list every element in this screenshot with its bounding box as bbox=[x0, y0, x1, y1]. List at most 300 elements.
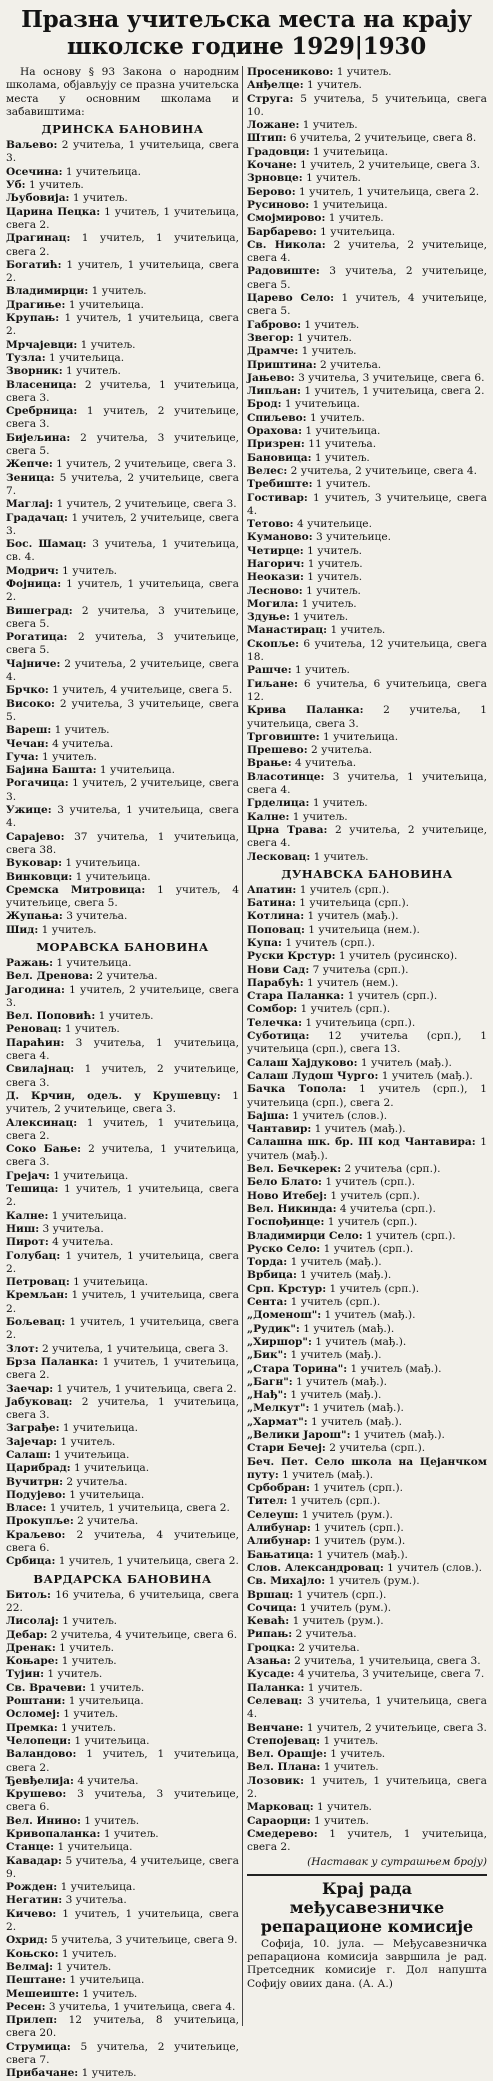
vacancy-entry bbox=[247, 1429, 487, 1442]
place-name: Уб: bbox=[6, 179, 26, 192]
place-name: Негатин: bbox=[6, 1894, 63, 1907]
vacancy-entry bbox=[6, 1515, 239, 1528]
place-name: Вишеград: bbox=[6, 604, 73, 617]
right-column bbox=[247, 66, 487, 2026]
vacancy-entry bbox=[247, 757, 487, 770]
vacancy-count: 4 учитеља. bbox=[48, 1236, 114, 1249]
vacancy-entry bbox=[6, 698, 239, 725]
vacancy-count: 1 учитељ, 2 учитељице, свега 3. bbox=[6, 1089, 240, 1116]
vacancy-count: 1 учитељ. bbox=[303, 544, 362, 557]
place-name: Брод: bbox=[247, 398, 282, 411]
vacancy-entry bbox=[247, 744, 487, 757]
place-name: Котлина: bbox=[247, 910, 305, 923]
vacancy-count: 1 учитељ. bbox=[289, 810, 348, 823]
place-name: Смојмирово: bbox=[247, 212, 326, 225]
vacancy-entry bbox=[247, 731, 487, 744]
vacancy-count: 1 учитељ. bbox=[289, 611, 349, 624]
vacancy-count: 1 учитељ (срп.). bbox=[324, 1216, 418, 1229]
vacancy-count: 1 учитељ, 1 учитељица, свега 2. bbox=[6, 1116, 239, 1142]
vacancy-count: 1 учитељ, 4 учитељице, свега 5. bbox=[48, 684, 233, 697]
vacancy-entry bbox=[6, 1555, 239, 1568]
vacancy-entry bbox=[247, 1230, 487, 1243]
place-name: Куманово: bbox=[247, 531, 313, 544]
vacancy-entry bbox=[6, 724, 239, 737]
place-name: Могила: bbox=[247, 597, 299, 610]
vacancy-entry bbox=[6, 1974, 239, 1987]
place-name: Берово: bbox=[247, 185, 296, 198]
place-name: Жепче: bbox=[6, 458, 53, 471]
vacancy-count: 2 учитеља. bbox=[93, 970, 158, 983]
vacancy-count: 1 учитељ. bbox=[58, 1655, 117, 1668]
vacancy-count: 1 учитељ. bbox=[293, 331, 352, 344]
vacancy-count: 1 учитељ (мађ.). bbox=[311, 1123, 406, 1136]
place-name: Суботица: bbox=[247, 1030, 310, 1043]
vacancy-count: 16 учитеља, 6 учитељица, свега 22. bbox=[6, 1588, 239, 1614]
vacancy-count: 1 учитељ. bbox=[302, 584, 361, 597]
vacancy-entry bbox=[6, 1063, 239, 1090]
vacancy-entry bbox=[247, 385, 487, 398]
vacancy-entry bbox=[6, 1908, 239, 1935]
vacancy-count: 1 учитељ, 1 учитељица, свега 2. bbox=[6, 1316, 239, 1342]
vacancy-count: 2 учитеља, 2 учитељице, свега 4. bbox=[247, 823, 487, 850]
place-name: Руски Крстур: bbox=[247, 950, 336, 963]
place-name: Нови Сад: bbox=[247, 963, 310, 976]
vacancy-entry bbox=[6, 1117, 239, 1144]
place-name: Петровац: bbox=[6, 1276, 70, 1289]
place-name: Гиљане: bbox=[247, 677, 298, 690]
vacancy-entry bbox=[6, 1748, 239, 1775]
place-name: Подујево: bbox=[6, 1488, 66, 1501]
place-name: Вршац: bbox=[247, 1588, 294, 1601]
place-name: Власеница: bbox=[6, 378, 77, 391]
place-name: Слов. Александровац: bbox=[247, 1561, 384, 1574]
vacancy-entry bbox=[247, 977, 487, 990]
vacancy-entry bbox=[6, 1143, 239, 1170]
vacancy-entry bbox=[247, 1628, 487, 1641]
place-name: Кусаде: bbox=[247, 1668, 295, 1681]
vacancy-count: 6 учитеља, 12 учитељица, свега 18. bbox=[247, 637, 487, 664]
vacancy-count: 1 учитељ, 1 учитељица, свега 2. bbox=[46, 1502, 230, 1515]
place-name: Ђевђелија: bbox=[6, 1774, 74, 1787]
vacancy-count: 2 учитеља, 3 учитељице, свега 5. bbox=[6, 697, 239, 723]
vacancy-count: 1 учитељица. bbox=[71, 1734, 150, 1747]
place-name: „Стара Торина": bbox=[247, 1362, 348, 1375]
vacancy-count: 1 учитељица. bbox=[65, 1695, 144, 1708]
place-name: Чајниче: bbox=[6, 657, 61, 670]
vacancy-count: 3 учитеља. bbox=[39, 1222, 104, 1235]
vacancy-entry bbox=[247, 1003, 487, 1016]
vacancy-count: 1 учитељ, 2 учитељице, свега 3. bbox=[6, 1063, 239, 1089]
vacancy-count: 1 учитељица. bbox=[57, 1881, 136, 1894]
vacancy-entry bbox=[247, 1602, 487, 1615]
vacancy-entry bbox=[6, 1708, 239, 1721]
vacancy-entry bbox=[6, 1881, 239, 1894]
vacancy-count: 2 учитеља, 1 учитељица, свега 3. bbox=[38, 1342, 229, 1355]
vacancy-entry bbox=[247, 438, 487, 451]
place-name: Неокази: bbox=[247, 571, 304, 584]
vacancy-entry bbox=[6, 857, 239, 870]
vacancy-entry bbox=[247, 1349, 487, 1362]
place-name: Кремљан: bbox=[6, 1289, 68, 1302]
vacancy-count: 37 учитеља, 1 учитељица, свега 38. bbox=[6, 830, 239, 856]
vacancy-count: 1 учитељ (мађ.). bbox=[278, 1468, 374, 1481]
vacancy-count: 1 учитељ (русинско). bbox=[335, 950, 458, 963]
vacancy-entry bbox=[247, 937, 487, 950]
vacancy-count: 2 учитеља, 2 учитељице, свега 4. bbox=[287, 464, 478, 477]
vacancy-count: 2 учитеља, 1 учитељица, свега 3. bbox=[247, 704, 487, 730]
vacancy-entry bbox=[6, 232, 239, 259]
vacancy-count: 1 учитељ, 1 учитељица, свега 2. bbox=[6, 1249, 239, 1275]
place-name: Св. Никола: bbox=[247, 238, 326, 251]
vacancy-count: 1 учитељ (срп.). bbox=[326, 1282, 420, 1295]
place-name: Осломеј: bbox=[6, 1708, 60, 1721]
vacancy-count: 1 учитељ, 1 учитељица, свега 2. bbox=[6, 205, 239, 231]
vacancy-entry bbox=[247, 66, 487, 79]
vacancy-entry bbox=[6, 578, 239, 605]
vacancy-entry bbox=[6, 1529, 239, 1556]
vacancy-entry bbox=[6, 984, 239, 1011]
place-name: Марковац: bbox=[247, 1801, 314, 1814]
vacancy-count: 2 учитеља, 3 учитељице, свега 5. bbox=[6, 631, 239, 657]
left-sections bbox=[6, 122, 239, 2080]
vacancy-entry bbox=[247, 1761, 487, 1774]
vacancy-entry bbox=[247, 1775, 487, 1802]
columns bbox=[6, 66, 487, 2080]
vacancy-entry bbox=[247, 478, 487, 491]
vacancy-entry bbox=[247, 638, 487, 665]
vacancy-count: 1 учитељ (срп.). bbox=[344, 990, 438, 1003]
vacancy-entry bbox=[6, 1841, 239, 1854]
vacancy-count: 1 учитељ, 1 учитељица, свега 2. bbox=[53, 1382, 237, 1395]
intro-paragraph: На основу § 93 Закона о народним школама, објављују се празна учитељска места у основним школама и забавиштима: bbox=[6, 66, 239, 118]
continued-note: (Наставак у сутрашњем броју) bbox=[307, 1856, 487, 1869]
vacancy-entry bbox=[247, 1549, 487, 1562]
place-name: Љубовија: bbox=[6, 192, 70, 205]
vacancy-count: 1 учитељ (рум.). bbox=[310, 1535, 406, 1548]
vacancy-entry bbox=[6, 751, 239, 764]
place-name: Роштани: bbox=[6, 1695, 66, 1708]
place-name: Јагодина: bbox=[6, 983, 65, 996]
vacancy-count: 1 учитељ. bbox=[298, 597, 357, 610]
vacancy-entry bbox=[247, 1509, 487, 1522]
place-name: Струга: bbox=[247, 92, 294, 105]
vacancy-entry bbox=[247, 1243, 487, 1256]
vacancy-entry bbox=[6, 1090, 239, 1117]
place-name: Манастирац: bbox=[247, 624, 328, 637]
place-name: Бачка Топола: bbox=[247, 1083, 347, 1096]
vacancy-entry bbox=[6, 2014, 239, 2041]
place-name: Селеуш: bbox=[247, 1508, 299, 1521]
place-name: Градачац: bbox=[6, 511, 68, 524]
vacancy-count: 1 учитељ. bbox=[69, 192, 128, 205]
vacancy-count: 1 учитељ (мађ.). bbox=[347, 1362, 442, 1375]
vacancy-count: 1 учитељ. bbox=[310, 850, 369, 863]
vacancy-count: 1 учитељ. bbox=[320, 1761, 379, 1774]
vacancy-count: 2 учитеља, 2 учитељице, свега 4. bbox=[6, 657, 239, 684]
vacancy-count: 1 учитељ, 2 учитељице, свега 3. bbox=[296, 159, 481, 172]
vacancy-entry bbox=[6, 299, 239, 312]
vacancy-entry bbox=[247, 1363, 487, 1376]
place-name: Беч. Пет. Село школа на Цејанчком путу: bbox=[247, 1455, 487, 1481]
vacancy-entry bbox=[6, 1722, 239, 1735]
place-name: Станце: bbox=[6, 1841, 55, 1854]
place-name: Осечина: bbox=[6, 165, 63, 178]
vacancy-entry bbox=[247, 146, 487, 159]
place-name: Ложане: bbox=[247, 119, 300, 132]
place-name: Јањево: bbox=[247, 371, 295, 384]
place-name: Батина: bbox=[247, 897, 296, 910]
place-name: Вел. Инино: bbox=[6, 1814, 81, 1827]
place-name: Апатин: bbox=[247, 883, 297, 896]
vacancy-count: 1 учитељ. bbox=[326, 1748, 386, 1761]
vacancy-entry bbox=[6, 1210, 239, 1223]
vacancy-count: 1 учитељица. bbox=[62, 857, 141, 870]
left-column bbox=[6, 66, 240, 2080]
vacancy-count: 1 учитељ. bbox=[311, 451, 370, 464]
place-name: Владимирци Село: bbox=[247, 1229, 363, 1242]
vacancy-count: 2 учитеља (срп.). bbox=[325, 1442, 426, 1455]
vacancy-count: 1 учитељ (срп.). bbox=[362, 1229, 456, 1242]
vacancy-entry bbox=[6, 432, 239, 459]
vacancy-entry bbox=[247, 265, 487, 292]
vacancy-count: 1 учитељ (мађ.). bbox=[313, 1548, 408, 1561]
vacancy-count: 12 учитеља (срп.), 1 учитељица (срп.), свега 13. bbox=[247, 1030, 487, 1056]
vacancy-count: 1 учитељ (мађ.). bbox=[309, 1402, 404, 1415]
vacancy-count: 1 учитељ, 1 учитељица, свега 2. bbox=[6, 1748, 239, 1774]
vacancy-count: 1 учитељ, 1 учитељица, свега 2. bbox=[6, 232, 239, 258]
vacancy-count: 1 учитељица. bbox=[302, 425, 381, 438]
vacancy-entry bbox=[247, 1828, 487, 1855]
vacancy-count: 1 учитељ, 2 учитељице, свега 3. bbox=[6, 511, 239, 537]
place-name: Прокупље: bbox=[6, 1515, 74, 1528]
place-name: Велмај: bbox=[6, 1960, 53, 1973]
vacancy-count: 1 учитељ. bbox=[77, 338, 136, 351]
place-name: Зворник: bbox=[6, 365, 63, 378]
place-name: Кичево: bbox=[6, 1907, 57, 1920]
vacancy-entry bbox=[247, 226, 487, 239]
vacancy-count: 1 учитељ, 1 учитељица, свега 2. bbox=[247, 1774, 487, 1800]
vacancy-entry bbox=[247, 1442, 487, 1455]
vacancy-count: 1 учитељ. bbox=[79, 1987, 138, 2000]
vacancy-count: 1 учитељ (мађ.). bbox=[292, 1375, 388, 1388]
vacancy-entry bbox=[6, 365, 239, 378]
vacancy-entry bbox=[247, 79, 487, 92]
place-name: Србица: bbox=[6, 1555, 56, 1568]
vacancy-entry bbox=[247, 664, 487, 677]
place-name: Драгиње: bbox=[6, 298, 66, 311]
vacancy-entry bbox=[6, 1476, 239, 1489]
place-name: Тител: bbox=[247, 1495, 288, 1508]
place-name: Бајша: bbox=[247, 1109, 289, 1122]
vacancy-count: 7 учитеља (срп.). bbox=[309, 963, 409, 976]
vacancy-count: 1 учитељица. bbox=[50, 1448, 130, 1461]
place-name: Кочане: bbox=[247, 159, 297, 172]
vacancy-count: 3 учитеља. bbox=[62, 910, 128, 923]
vacancy-entry bbox=[247, 1176, 487, 1189]
vacancy-count: 1 учитељ. bbox=[38, 750, 97, 763]
place-name: Рогатица: bbox=[6, 631, 68, 644]
vacancy-entry bbox=[6, 206, 239, 233]
headline: Празна учитељска места на крају школске године 1929|1930 bbox=[21, 6, 472, 60]
vacancy-entry bbox=[6, 472, 239, 499]
place-name: Руско Село: bbox=[247, 1242, 321, 1255]
place-name: Штип: bbox=[247, 132, 287, 145]
vacancy-entry bbox=[247, 93, 487, 120]
vacancy-count: 1 учитељ. bbox=[310, 1814, 369, 1827]
vacancy-count: 1 учитељ, 4 учитељице, свега 5. bbox=[6, 883, 239, 910]
vacancy-entry bbox=[6, 312, 239, 339]
vacancy-entry bbox=[247, 1815, 487, 1828]
vacancy-count: 1 учитељ. bbox=[58, 1947, 117, 1960]
vacancy-entry bbox=[6, 1668, 239, 1681]
vacancy-entry bbox=[6, 1449, 239, 1462]
place-name: Драгинац: bbox=[6, 232, 71, 245]
vacancy-entry bbox=[247, 1495, 487, 1508]
vacancy-entry bbox=[6, 1589, 239, 1616]
vacancy-count: 1 учитељица (срп.). bbox=[302, 1016, 416, 1029]
vacancy-entry bbox=[247, 518, 487, 531]
vacancy-count: 1 учитељица. bbox=[70, 1462, 150, 1475]
place-name: Крива Паланка: bbox=[247, 704, 364, 717]
place-name: Царибрад: bbox=[6, 1462, 71, 1475]
vacancy-count: 1 учитељ. bbox=[304, 1681, 363, 1694]
place-name: Шид: bbox=[6, 923, 39, 936]
vacancy-count: 2 учитеља. bbox=[292, 1628, 357, 1641]
place-name: Д. Крчин, одељ. у Крушевцу: bbox=[6, 1089, 221, 1102]
place-name: Власотинце: bbox=[247, 770, 325, 783]
vacancy-count: 5 учитеља, 2 учитељице, свега 7. bbox=[6, 471, 239, 497]
vacancy-count: 1 учитељ. bbox=[301, 318, 360, 331]
vacancy-entry bbox=[247, 1296, 487, 1309]
vacancy-entry bbox=[247, 412, 487, 425]
vacancy-count: 2 учитеља, 4 учитељице, свега 6. bbox=[6, 1528, 239, 1555]
vacancy-entry bbox=[6, 192, 239, 205]
vacancy-entry bbox=[247, 1283, 487, 1296]
vacancy-entry bbox=[6, 684, 239, 697]
vacancy-entry bbox=[6, 458, 239, 471]
vacancy-entry bbox=[6, 1735, 239, 1748]
place-name: Валандово: bbox=[6, 1748, 77, 1761]
vacancy-entry bbox=[247, 1190, 487, 1203]
place-name: Градовци: bbox=[247, 145, 310, 158]
vacancy-count: 1 учитељ. bbox=[100, 1828, 159, 1840]
place-name: Госпођинце: bbox=[247, 1216, 325, 1229]
vacancy-count: 1 учитељица. bbox=[96, 764, 175, 777]
vacancy-count: 1 учитељ, 2 учитељице, свега 3. bbox=[6, 777, 239, 803]
place-name: Челопеци: bbox=[6, 1734, 72, 1747]
vacancy-count: 1 учитељ (срп.). bbox=[297, 1003, 391, 1016]
vacancy-count: 1 учитељ. bbox=[325, 212, 384, 225]
vacancy-entry bbox=[6, 2067, 239, 2080]
place-name: Реновац: bbox=[6, 1023, 62, 1036]
vacancy-count: 4 учитељице. bbox=[293, 518, 372, 531]
place-name: „Бик": bbox=[247, 1349, 288, 1362]
vacancy-count: 1 учитељ. bbox=[62, 365, 121, 378]
vacancy-count: 3 учитеља. bbox=[62, 1894, 127, 1907]
vacancy-entry bbox=[6, 498, 239, 511]
vacancy-count: 3 учитеља, 1 учитељица, свега 4. bbox=[45, 2000, 236, 2013]
vacancy-count: 1 учитељ (рум.). bbox=[296, 1601, 392, 1614]
vacancy-count: 1 учитељ (срп.). bbox=[287, 1296, 381, 1309]
place-name: Паланка: bbox=[247, 1681, 305, 1694]
vacancy-entry bbox=[247, 1655, 487, 1668]
place-name: Срп. Крстур: bbox=[247, 1282, 327, 1295]
place-name: Брза Паланка: bbox=[6, 1355, 99, 1368]
vacancy-entry bbox=[6, 970, 239, 983]
vacancy-count: 1 учитељ. bbox=[312, 478, 371, 491]
vacancy-entry bbox=[247, 1456, 487, 1483]
vacancy-count: 1 учитељ. bbox=[59, 1708, 119, 1721]
place-name: Прилеп: bbox=[6, 2014, 58, 2027]
vacancy-count: 1 учитељица. bbox=[59, 1422, 138, 1435]
place-name: Здуње: bbox=[247, 611, 290, 624]
place-name: Пештане: bbox=[6, 1974, 66, 1987]
vacancy-count: 1 учитељ (срп.). bbox=[327, 1189, 421, 1202]
vacancy-entry bbox=[247, 678, 487, 705]
place-name: Парабућ: bbox=[247, 976, 304, 989]
vacancy-entry bbox=[6, 884, 239, 911]
place-name: Кавадар: bbox=[6, 1854, 62, 1867]
vacancy-entry bbox=[6, 1855, 239, 1882]
place-name: Зајечар: bbox=[6, 1435, 58, 1448]
place-name: Телечка: bbox=[247, 1016, 303, 1029]
place-name: Богатић: bbox=[6, 258, 62, 271]
place-name: Бајина Башта: bbox=[6, 764, 97, 777]
vacancy-count: 1 учитељ (срп.). bbox=[321, 1176, 415, 1189]
vacancy-entry bbox=[247, 1695, 487, 1722]
vacancy-count: 4 учитеља, 3 учитељице, свега 7. bbox=[294, 1668, 485, 1681]
vacancy-count: 2 учитеља, 1 учитељица, свега 3. bbox=[6, 139, 239, 165]
place-name: Параћин: bbox=[6, 1036, 65, 1049]
place-name: Сремска Митровица: bbox=[6, 883, 146, 896]
place-name: Дренак: bbox=[6, 1641, 56, 1654]
vacancy-count: 1 учитељ. bbox=[313, 1801, 372, 1814]
vacancy-count: 1 учитељ. bbox=[57, 1435, 116, 1448]
vacancy-count: 2 учитеља, 4 учитељице, свега 6. bbox=[47, 1628, 238, 1641]
second-article-headline: Крај рада међусавезничке репарационе комисије bbox=[260, 1878, 474, 1936]
vacancy-count: 3 учитеља, 1 учитељица, свега 4. bbox=[6, 1036, 239, 1063]
vacancy-count: 2 учитеља. bbox=[62, 1475, 128, 1488]
vacancy-count: 1 учитељ (мађ.). bbox=[299, 1322, 395, 1335]
vacancy-entry bbox=[6, 924, 239, 937]
vacancy-count: 1 учитељ, 2 учитељице, свега 3. bbox=[6, 983, 239, 1009]
place-name: Бијељина: bbox=[6, 431, 71, 444]
vacancy-count: 1 учитељ (рум.). bbox=[298, 1508, 393, 1521]
place-name: Трговиште: bbox=[247, 730, 320, 743]
vacancy-count: 2 учитеља. bbox=[73, 1515, 139, 1528]
vacancy-count: 1 учитељ. bbox=[51, 724, 110, 737]
vacancy-entry bbox=[6, 1642, 239, 1655]
vacancy-entry bbox=[6, 1383, 239, 1396]
vacancy-entry bbox=[247, 1589, 487, 1602]
place-name: Призрен: bbox=[247, 438, 305, 451]
vacancy-count: 1 учитељица. bbox=[69, 1276, 149, 1289]
vacancy-entry bbox=[247, 425, 487, 438]
vacancy-count: 1 учитељица. bbox=[62, 165, 141, 178]
vacancy-entry bbox=[6, 1396, 239, 1423]
place-name: Смедерево: bbox=[247, 1827, 318, 1840]
vacancy-entry bbox=[6, 1023, 239, 1036]
second-article-body: Софија, 10. јула. — Међусавезничка репарациона комисија завршила је рад. Претседник комисије г. Дол напушта Софију овиих дана. (А. А.) bbox=[247, 1937, 487, 1990]
place-name: Калне: bbox=[247, 810, 290, 823]
place-name: Тујин: bbox=[6, 1668, 45, 1681]
vacancy-count: 4 учитеља. bbox=[73, 1774, 139, 1787]
vacancy-entry bbox=[247, 1376, 487, 1389]
vacancy-count: 1 учитељ (срп.). bbox=[293, 1588, 387, 1601]
vacancy-entry bbox=[247, 1216, 487, 1229]
vacancy-entry bbox=[6, 1615, 239, 1628]
vacancy-entry bbox=[247, 186, 487, 199]
